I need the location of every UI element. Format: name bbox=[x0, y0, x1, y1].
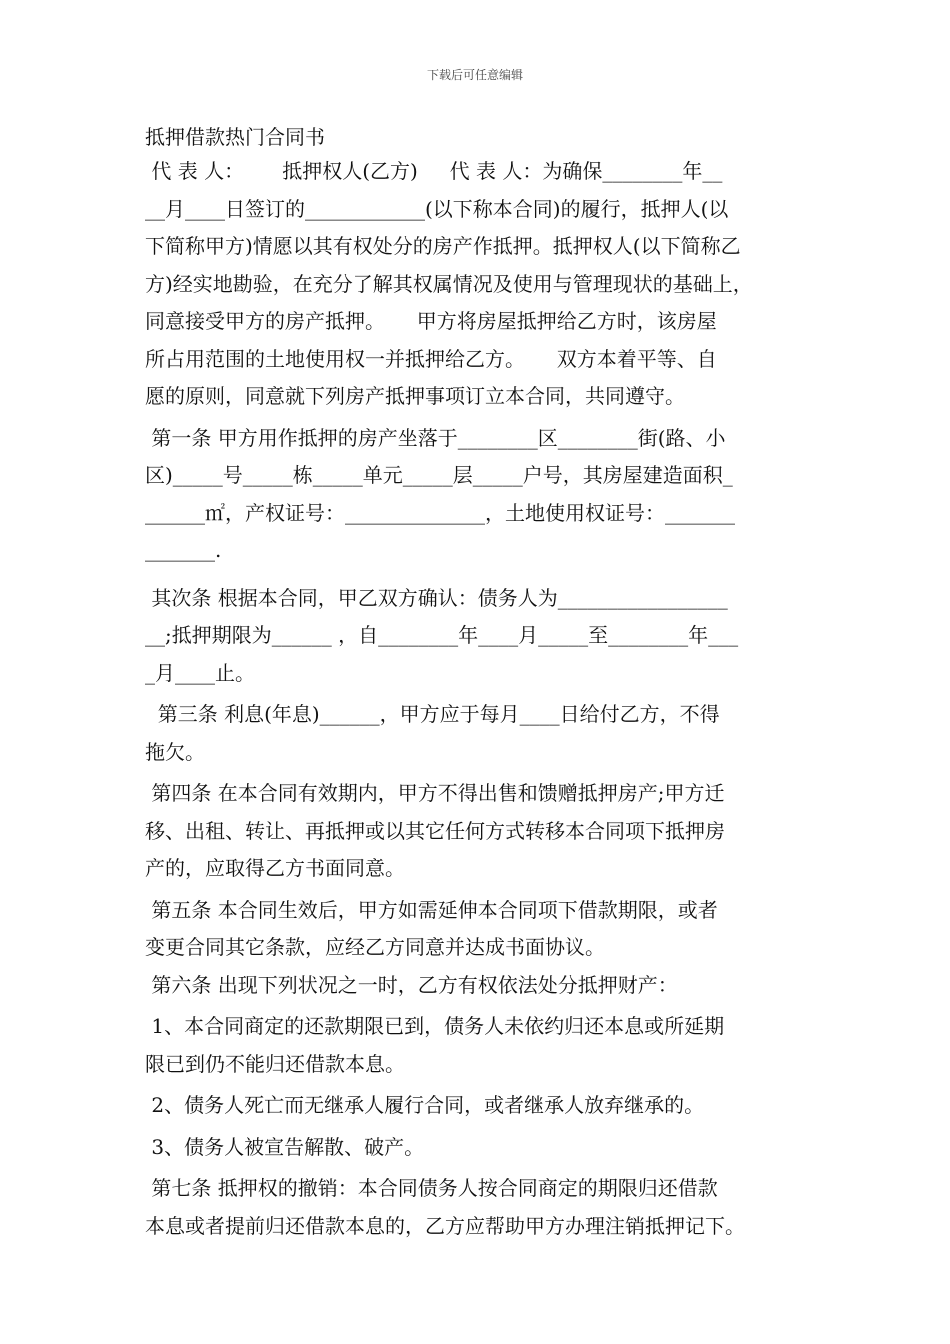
article-6-item: 2、债务人死亡而无继承人履行合同，或者继承人放弃继承的。 bbox=[145, 1093, 705, 1117]
text-line: 代 表 人： 抵押权人(乙方) 代 表 人：为确保________年__ bbox=[145, 159, 723, 183]
text-line: 所占用范围的土地使用权一并抵押给乙方。 双方本着平等、自 bbox=[145, 346, 717, 371]
article-5-line: 变更合同其它条款，应经乙方同意并达成书面协议。 bbox=[145, 935, 605, 959]
document-body bbox=[145, 121, 825, 1245]
article-1-line: _______. bbox=[145, 538, 222, 562]
article-4-line: 产的，应取得乙方书面同意。 bbox=[145, 856, 405, 880]
article-3-line: 第三条 利息(年息)______，甲方应于每月____日给付乙方，不得 bbox=[145, 702, 720, 726]
article-6-item: 限已到仍不能归还借款本息。 bbox=[145, 1051, 405, 1076]
article-7-line: 本息或者提前归还借款本息的，乙方应帮助甲方办理注销抵押记下。 bbox=[145, 1213, 745, 1238]
article-1-line: 区)_____号_____栋_____单元_____层_____户号，其房屋建造面积_ bbox=[145, 463, 733, 487]
article-2-line: 其次条 根据本合同，甲乙双方确认：债务人为_________________ bbox=[145, 585, 728, 610]
article-7-line: 第七条 抵押权的撤销：本合同债务人按合同商定的期限归还借款 bbox=[145, 1176, 718, 1200]
article-6-item: 3、债务人被宣告解散、破产。 bbox=[145, 1134, 425, 1159]
document-title: 抵押借款热门合同书 bbox=[145, 125, 325, 149]
article-6-item: 1、本合同商定的还款期限已到，债务人未依约归还本息或所延期 bbox=[145, 1014, 725, 1038]
article-4-line: 移、出租、转让、再抵押或以其它任何方式转移本合同项下抵押房 bbox=[145, 818, 725, 843]
text-line: 同意接受甲方的房产抵押。 甲方将房屋抵押给乙方时，该房屋 bbox=[145, 309, 717, 333]
text-line: 愿的原则，同意就下列房产抵押事项订立本合同，共同遵守。 bbox=[145, 384, 685, 408]
article-1-line: ______㎡，产权证号：______________，土地使用权证号：_______ bbox=[145, 500, 735, 525]
article-2-line: __;抵押期限为______ ，自________年____月_____至________年___ bbox=[145, 623, 739, 647]
text-line: 下简称甲方)情愿以其有权处分的房产作抵押。抵押权人(以下简称乙 bbox=[145, 234, 741, 258]
article-2-line: _月____止。 bbox=[145, 660, 255, 685]
article-4-line: 第四条 在本合同有效期内，甲方不得出售和馈赠抵押房产;甲方迁 bbox=[145, 781, 725, 805]
text-line: __月____日签订的____________(以下称本合同)的履行，抵押人(以 bbox=[145, 196, 729, 221]
article-1-line: 第一条 甲方用作抵押的房产坐落于________区________街(路、小 bbox=[145, 425, 726, 450]
article-3-line: 拖欠。 bbox=[145, 739, 205, 764]
article-5-line: 第五条 本合同生效后，甲方如需延伸本合同项下借款期限，或者 bbox=[145, 897, 718, 922]
header-note: 下载后可任意编辑 bbox=[426, 68, 523, 82]
text-line: 方)经实地勘验，在充分了解其权属情况及使用与管理现状的基础上， bbox=[145, 271, 753, 296]
article-6-line: 第六条 出现下列状况之一时，乙方有权依法处分抵押财产： bbox=[145, 972, 678, 997]
